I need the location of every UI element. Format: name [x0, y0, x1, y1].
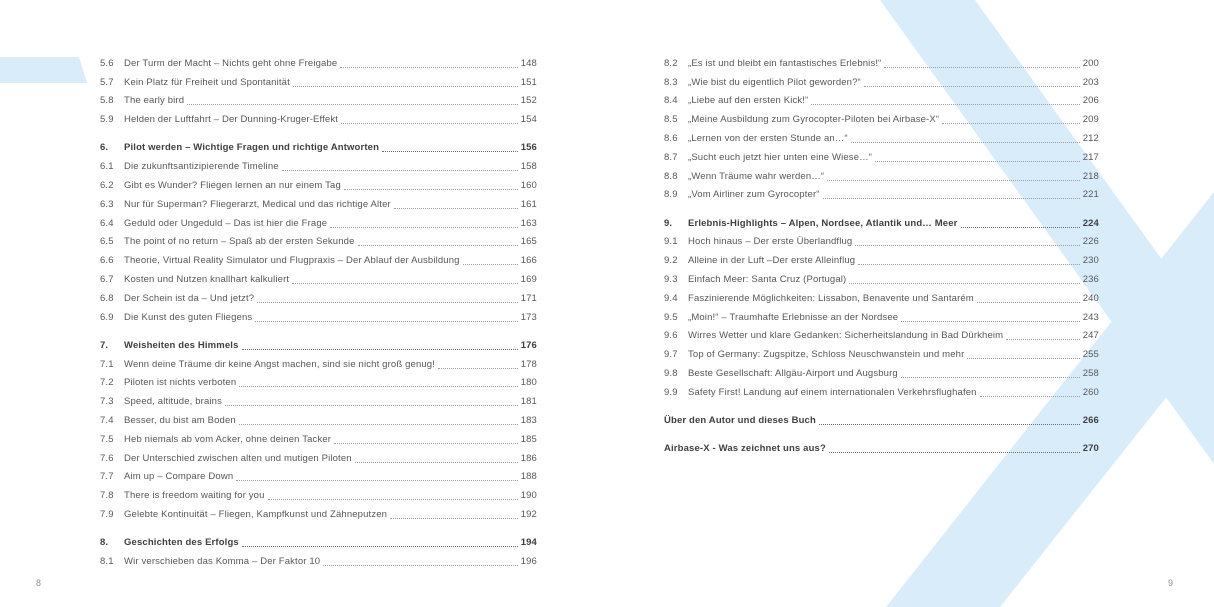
toc-entry-title: Pilot werden – Wichtige Fragen und richtige Antworten	[124, 142, 380, 154]
toc-entry-number: 5.9	[100, 114, 114, 126]
toc-chapter-entry	[100, 136, 537, 155]
toc-entry-title: „Lernen von der ersten Stunde an…“	[688, 132, 848, 144]
toc-entry-page: 148	[520, 57, 537, 69]
dotted-leader	[829, 452, 1080, 453]
toc-entry-number: 6.3	[100, 198, 114, 210]
toc-entry-title: Die Kunst des guten Fliegens	[124, 311, 253, 323]
toc-chapter-entry	[664, 211, 1099, 230]
toc-entry-title: Erlebnis-Highlights – Alpen, Nordsee, Atlantik und… Meer	[688, 217, 958, 229]
toc-entry-title: Kosten und Nutzen knallhart kalkuliert	[124, 273, 290, 285]
right-page-folio: 9	[1168, 578, 1174, 588]
toc-entry-number: 7.	[100, 339, 109, 351]
toc-entry-number: 6.	[100, 142, 109, 154]
toc-entry-page: 247	[1082, 330, 1099, 342]
toc-entry-title: Airbase-X - Was zeichnet uns aus?	[664, 443, 826, 455]
toc-entry-page: 224	[1082, 217, 1099, 229]
toc-entry-page: 206	[1082, 95, 1099, 107]
dotted-leader	[282, 170, 518, 171]
toc-entry-page: 188	[520, 471, 537, 483]
toc-entry-number: 6.6	[100, 255, 114, 267]
toc-entry-page: 165	[520, 236, 537, 248]
toc-entry-number: 7.3	[100, 396, 114, 408]
toc-entry-number: 8.8	[664, 170, 678, 182]
toc-entry-page: 152	[520, 95, 537, 107]
toc-entry-number: 9.5	[664, 311, 678, 323]
toc-entry	[664, 89, 1099, 108]
dotted-leader	[858, 264, 1079, 265]
dotted-leader	[334, 443, 518, 444]
toc-entry-page: 176	[520, 339, 537, 351]
toc-entry-page: 270	[1082, 443, 1099, 455]
dotted-leader	[901, 377, 1080, 378]
dotted-leader	[819, 424, 1080, 425]
toc-entry	[100, 408, 537, 427]
toc-entry-title: Top of Germany: Zugspitze, Schloss Neuschwanstein und mehr	[688, 349, 965, 361]
toc-entry-title: Kein Platz für Freiheit und Spontanität	[124, 76, 290, 88]
toc-entry-number: 8.1	[100, 555, 114, 567]
toc-entry-page: 218	[1082, 170, 1099, 182]
toc-entry-page: 178	[520, 358, 537, 370]
toc-entry	[664, 380, 1099, 399]
toc-chapter-entry	[100, 530, 537, 549]
toc-entry-number: 5.8	[100, 95, 114, 107]
toc-entry-title: Heb niemals ab vom Acker, ohne deinen Tacker	[124, 433, 332, 445]
toc-entry-title: „Liebe auf den ersten Kick!“	[688, 95, 809, 107]
dotted-leader	[851, 142, 1080, 143]
toc-entry-page: 236	[1082, 273, 1099, 285]
toc-entry-page: 203	[1082, 76, 1099, 88]
toc-entry-number: 5.6	[100, 57, 114, 69]
toc-entry	[100, 352, 537, 371]
toc-chapter-entry	[664, 408, 1099, 427]
toc-entry-page: 260	[1082, 386, 1099, 398]
toc-entry-number: 8.	[100, 537, 109, 549]
toc-entry-title: „Moin!“ – Traumhafte Erlebnisse an der Nordsee	[688, 311, 899, 323]
toc-entry	[100, 230, 537, 249]
toc-entry	[664, 183, 1099, 202]
dotted-leader	[330, 227, 517, 228]
toc-entry-title: Wirres Wetter und klare Gedanken: Sicherheitslandung in Bad Dürkheim	[688, 330, 1004, 342]
toc-entry-title: Alleine in der Luft –Der erste Alleinflug	[688, 255, 856, 267]
dotted-leader	[901, 321, 1079, 322]
toc-entry-title: Gibt es Wunder? Fliegen lernen an nur einem Tag	[124, 179, 341, 191]
toc-entry	[100, 154, 537, 173]
toc-entry-page: 181	[520, 396, 537, 408]
toc-entry-page: 163	[520, 217, 537, 229]
toc-entry-number: 9.	[664, 217, 673, 229]
toc-entry-number: 6.4	[100, 217, 114, 229]
dotted-leader	[358, 245, 518, 246]
toc-section	[100, 530, 537, 568]
toc-entry	[664, 361, 1099, 380]
toc-entry-number: 7.5	[100, 433, 114, 445]
toc-left-page	[100, 51, 537, 568]
toc-entry-title: Safety First! Landung auf einem internationalen Verkehrsflughafen	[688, 386, 977, 398]
toc-entry-title: Einfach Meer: Santa Cruz (Portugal)	[688, 273, 847, 285]
dotted-leader	[864, 86, 1080, 87]
dotted-leader	[875, 161, 1080, 162]
dotted-leader	[187, 104, 518, 105]
dotted-leader	[967, 358, 1079, 359]
toc-entry-page: 183	[520, 414, 537, 426]
toc-entry	[100, 549, 537, 568]
toc-entry-number: 7.9	[100, 508, 114, 520]
toc-section	[664, 51, 1099, 201]
toc-entry-page: 171	[520, 292, 537, 304]
toc-chapter-entry	[100, 333, 537, 352]
toc-entry	[664, 230, 1099, 249]
toc-section	[100, 51, 537, 126]
dotted-leader	[942, 123, 1080, 124]
toc-entry	[100, 267, 537, 286]
toc-entry-title: Weisheiten des Himmels	[124, 339, 239, 351]
toc-entry-page: 230	[1082, 255, 1099, 267]
toc-entry-number: 5.7	[100, 76, 114, 88]
left-page-folio: 8	[36, 578, 42, 588]
dotted-leader	[323, 565, 517, 566]
toc-entry-number: 8.7	[664, 151, 678, 163]
toc-entry-title: Geduld oder Ungeduld – Das ist hier die Frage	[124, 217, 328, 229]
toc-entry-number: 8.3	[664, 76, 678, 88]
dotted-leader	[977, 302, 1080, 303]
toc-entry	[664, 286, 1099, 305]
dotted-leader	[340, 67, 517, 68]
toc-entry-number: 7.8	[100, 490, 114, 502]
toc-entry-page: 158	[520, 161, 537, 173]
toc-entry-number: 9.9	[664, 386, 678, 398]
toc-section	[664, 436, 1099, 455]
dotted-leader	[236, 480, 517, 481]
dotted-leader	[961, 227, 1080, 228]
dotted-leader	[394, 208, 518, 209]
toc-entry-page: 200	[1082, 57, 1099, 69]
toc-entry-page: 190	[520, 490, 537, 502]
toc-entry	[100, 248, 537, 267]
dotted-leader	[225, 405, 518, 406]
toc-section	[100, 136, 537, 324]
toc-entry-title: Über den Autor und dieses Buch	[664, 414, 816, 426]
dotted-leader	[1006, 339, 1079, 340]
toc-entry	[664, 51, 1099, 70]
toc-entry	[664, 267, 1099, 286]
toc-entry	[100, 305, 537, 324]
toc-entry	[100, 389, 537, 408]
toc-entry-title: The early bird	[124, 95, 185, 107]
toc-section	[664, 408, 1099, 427]
toc-entry	[664, 70, 1099, 89]
toc-entry-number: 8.2	[664, 57, 678, 69]
dotted-leader	[255, 321, 517, 322]
toc-entry-title: Der Turm der Macht – Nichts geht ohne Freigabe	[124, 57, 338, 69]
toc-entry-page: 209	[1082, 114, 1099, 126]
toc-entry-title: Wenn deine Träume dir keine Angst machen, sind sie nicht groß genug!	[124, 358, 436, 370]
toc-entry-title: „Wie bist du eigentlich Pilot geworden?“	[688, 76, 861, 88]
dotted-leader	[242, 546, 518, 547]
toc-entry-number: 9.1	[664, 236, 678, 248]
toc-entry-page: 166	[520, 255, 537, 267]
toc-entry-title: Aim up – Compare Down	[124, 471, 234, 483]
toc-entry-title: The point of no return – Spaß ab der ersten Sekunde	[124, 236, 355, 248]
toc-entry-page: 217	[1082, 151, 1099, 163]
toc-entry-number: 8.4	[664, 95, 678, 107]
dotted-leader	[827, 180, 1079, 181]
toc-entry-title: „Es ist und bleibt ein fantastisches Erlebnis!“	[688, 57, 882, 69]
toc-section	[100, 333, 537, 521]
toc-entry-title: Piloten ist nichts verboten	[124, 377, 237, 389]
dotted-leader	[438, 368, 518, 369]
dotted-leader	[390, 518, 518, 519]
toc-entry-page: 192	[520, 508, 537, 520]
dotted-leader	[239, 424, 518, 425]
toc-entry	[100, 173, 537, 192]
toc-entry	[100, 502, 537, 521]
toc-entry-number: 6.2	[100, 179, 114, 191]
toc-entry-title: „Sucht euch jetzt hier unten eine Wiese…“	[688, 151, 873, 163]
toc-entry	[664, 324, 1099, 343]
dotted-leader	[811, 104, 1079, 105]
toc-entry-title: Speed, altitude, brains	[124, 396, 222, 408]
toc-entry-page: 194	[520, 537, 537, 549]
toc-entry-number: 7.1	[100, 358, 114, 370]
toc-entry-page: 221	[1082, 189, 1099, 201]
dotted-leader	[382, 151, 518, 152]
toc-entry-page: 161	[520, 198, 537, 210]
toc-entry	[664, 107, 1099, 126]
toc-entry	[664, 248, 1099, 267]
toc-entry-page: 186	[520, 452, 537, 464]
toc-entry-title: Theorie, Virtual Reality Simulator und Flugpraxis – Der Ablauf der Ausbildung	[124, 255, 460, 267]
toc-entry-number: 9.4	[664, 292, 678, 304]
toc-entry-number: 6.8	[100, 292, 114, 304]
toc-entry-page: 196	[520, 555, 537, 567]
toc-entry	[100, 427, 537, 446]
toc-entry	[100, 89, 537, 108]
toc-entry-page: 173	[520, 311, 537, 323]
toc-entry-title: „Vom Airliner zum Gyrocopter“	[688, 189, 820, 201]
toc-entry-page: 156	[520, 142, 537, 154]
toc-entry-number: 7.7	[100, 471, 114, 483]
toc-entry-title: Die zukunftsantizipierende Timeline	[124, 161, 279, 173]
toc-entry	[100, 211, 537, 230]
toc-entry-number: 9.2	[664, 255, 678, 267]
toc-entry-page: 185	[520, 433, 537, 445]
toc-entry-number: 6.7	[100, 273, 114, 285]
dotted-leader	[355, 462, 518, 463]
dotted-leader	[292, 283, 518, 284]
toc-entry	[664, 342, 1099, 361]
toc-entry-page: 266	[1082, 414, 1099, 426]
toc-entry-number: 6.1	[100, 161, 114, 173]
dotted-leader	[268, 499, 518, 500]
toc-entry-title: Der Unterschied zwischen alten und mutigen Piloten	[124, 452, 352, 464]
toc-entry-number: 6.9	[100, 311, 114, 323]
toc-chapter-entry	[664, 436, 1099, 455]
toc-entry-title: Faszinierende Möglichkeiten: Lissabon, Benavente und Santarém	[688, 292, 974, 304]
toc-section	[664, 211, 1099, 399]
toc-entry	[100, 371, 537, 390]
toc-entry-page: 154	[520, 114, 537, 126]
toc-entry-page: 160	[520, 179, 537, 191]
toc-entry-title: Helden der Luftfahrt – Der Dunning-Kruger-Effekt	[124, 114, 339, 126]
dotted-leader	[463, 264, 518, 265]
toc-right-page	[664, 51, 1099, 455]
toc-entry	[664, 305, 1099, 324]
toc-entry	[100, 70, 537, 89]
toc-entry-number: 9.3	[664, 273, 678, 285]
dotted-leader	[239, 386, 517, 387]
dotted-leader	[884, 67, 1079, 68]
dotted-leader	[293, 86, 518, 87]
toc-entry-title: Geschichten des Erfolgs	[124, 537, 239, 549]
toc-entry-title: Hoch hinaus – Der erste Überlandflug	[688, 236, 853, 248]
toc-entry	[664, 145, 1099, 164]
left-edge-stripe	[0, 57, 87, 83]
toc-entry-title: Nur für Superman? Fliegerarzt, Medical und das richtige Alter	[124, 198, 391, 210]
toc-entry-title: Der Schein ist da – Und jetzt?	[124, 292, 255, 304]
toc-entry-number: 6.5	[100, 236, 114, 248]
toc-entry-number: 7.4	[100, 414, 114, 426]
toc-entry	[100, 465, 537, 484]
toc-entry-page: 226	[1082, 236, 1099, 248]
dotted-leader	[849, 283, 1079, 284]
toc-entry-page: 258	[1082, 367, 1099, 379]
toc-entry-title: Beste Gesellschaft: Allgäu-Airport und Augsburg	[688, 367, 898, 379]
toc-entry-page: 151	[520, 76, 537, 88]
toc-entry	[664, 126, 1099, 145]
toc-entry-page: 255	[1082, 349, 1099, 361]
dotted-leader	[855, 245, 1079, 246]
toc-entry-page: 243	[1082, 311, 1099, 323]
toc-entry-title: „Meine Ausbildung zum Gyrocopter-Piloten bei Airbase-X“	[688, 114, 940, 126]
toc-entry-number: 8.6	[664, 132, 678, 144]
toc-entry-number: 8.5	[664, 114, 678, 126]
toc-entry-number: 7.6	[100, 452, 114, 464]
toc-entry	[100, 107, 537, 126]
toc-entry-title: Besser, du bist am Boden	[124, 414, 236, 426]
toc-entry-title: There is freedom waiting for you	[124, 490, 265, 502]
toc-entry-number: 9.6	[664, 330, 678, 342]
toc-entry-page: 240	[1082, 292, 1099, 304]
toc-entry	[100, 286, 537, 305]
toc-entry-title: Wir verschieben das Komma – Der Faktor 10	[124, 555, 321, 567]
dotted-leader	[257, 302, 518, 303]
dotted-leader	[980, 396, 1080, 397]
toc-entry-number: 9.7	[664, 349, 678, 361]
toc-entry-title: „Wenn Träume wahr werden…“	[688, 170, 825, 182]
toc-entry	[100, 51, 537, 70]
toc-entry	[100, 192, 537, 211]
toc-entry-title: Gelebte Kontinuität – Fliegen, Kampfkunst und Zähneputzen	[124, 508, 388, 520]
dotted-leader	[344, 189, 518, 190]
dotted-leader	[242, 349, 518, 350]
toc-entry-page: 180	[520, 377, 537, 389]
toc-entry-page: 169	[520, 273, 537, 285]
toc-entry-page: 212	[1082, 132, 1099, 144]
toc-entry	[100, 483, 537, 502]
dotted-leader	[823, 198, 1080, 199]
toc-entry-number: 7.2	[100, 377, 114, 389]
toc-entry	[100, 446, 537, 465]
dotted-leader	[341, 123, 518, 124]
toc-entry-number: 9.8	[664, 367, 678, 379]
toc-entry	[664, 164, 1099, 183]
toc-entry-number: 8.9	[664, 189, 678, 201]
